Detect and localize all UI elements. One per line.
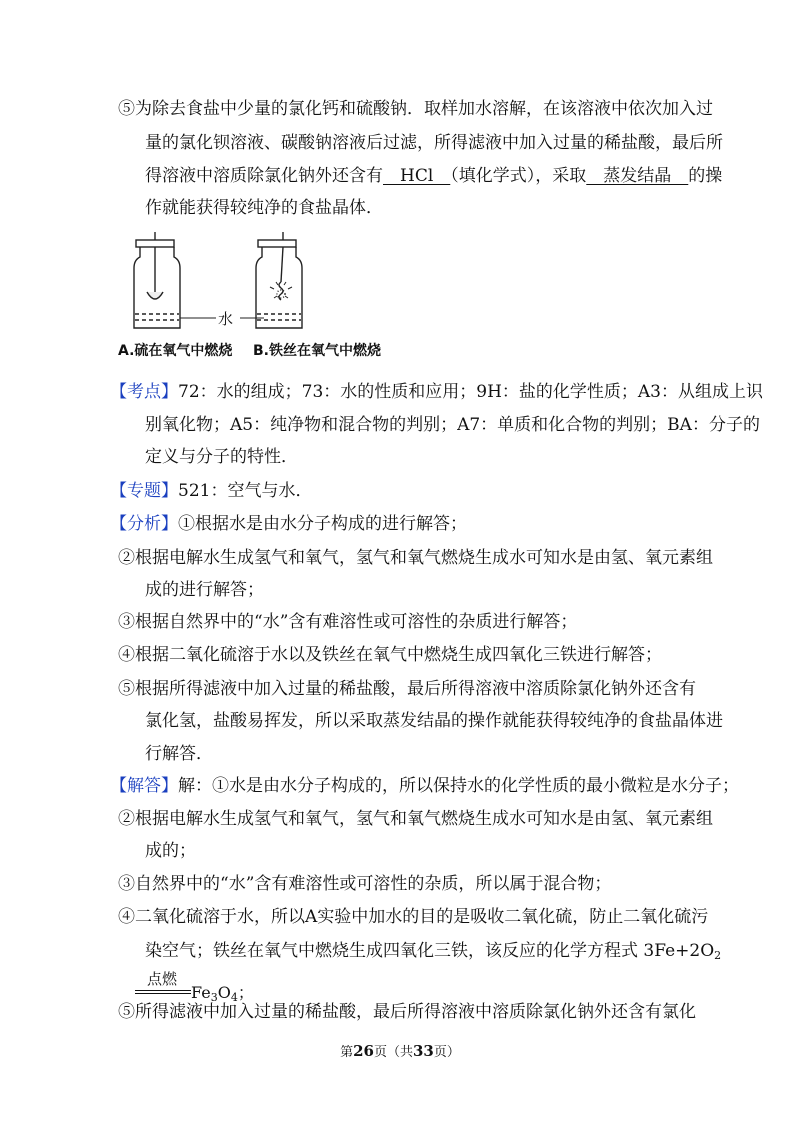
caption-a: A.硫在氧气中燃烧: [118, 343, 233, 359]
fenxi-line8: 行解答．: [145, 744, 213, 764]
text: ；: [237, 983, 254, 1002]
text: Fe: [191, 983, 211, 1002]
page-footer: [0, 1041, 800, 1060]
text: 的操: [688, 166, 723, 186]
jars-diagram: [118, 232, 388, 342]
text: 解：①水是由水分子构成的，所以保持水的化学性质的最小微粒是水分子；: [178, 776, 739, 796]
text: 染空气；铁丝在氧气中燃烧生成四氧化三铁，该反应的化学方程式 3Fe+2O: [145, 941, 715, 961]
subscript: 4: [230, 991, 238, 1004]
text: 页）: [433, 1045, 460, 1060]
jieda-tag: 【解答】: [110, 776, 178, 796]
answer-evaporation: 蒸发结晶: [586, 166, 689, 186]
equals-line-bottom: [135, 993, 191, 994]
question5-line3: [145, 164, 722, 188]
fenxi-line7: 氯化氢，盐酸易挥发，所以采取蒸发结晶的操作就能获得较纯净的食盐晶体进: [145, 711, 723, 731]
text: 得溶液中溶质除氯化钠外还含有: [145, 166, 383, 186]
subscript: 3: [210, 991, 218, 1004]
question5-line4: 作就能获得较纯净的食盐晶体．: [145, 198, 383, 218]
text: 72：水的组成；73：水的性质和应用；9H：盐的化学性质；A3：从组成上识: [178, 382, 763, 402]
text: O: [217, 983, 231, 1002]
jieda-line4: ③自然界中的“水”含有难溶性或可溶性的杂质，所以属于混合物；: [118, 874, 612, 894]
fenxi-line2: ②根据电解水生成氢气和氧气，氢气和氧气燃烧生成水可知水是由氢、氧元素组: [118, 548, 713, 568]
caption-b: B.铁丝在氧气中燃烧: [253, 343, 381, 359]
page-total: 33: [413, 1042, 434, 1060]
question5-line1: ⑤为除去食盐中少量的氯化钙和硫酸钠．取样加水溶解，在该溶液中依次加入过: [118, 99, 713, 119]
zhuanti-line: [110, 479, 312, 503]
text: （填化学式），采取: [450, 166, 587, 186]
equals-line-top: [135, 990, 191, 991]
text: 页（共: [373, 1045, 413, 1060]
jar-b: [256, 232, 302, 328]
kaodian-line2: 别氧化物；A5：纯净物和混合物的判别；A7：单质和化合物的判别；BA：分子的: [145, 415, 760, 435]
text: 521：空气与水．: [178, 481, 313, 501]
jieda-line6: [145, 939, 721, 963]
kaodian-line1: [110, 380, 763, 404]
kaodian-line3: 定义与分子的特性．: [145, 447, 298, 467]
reaction-condition: 点燃: [147, 970, 178, 988]
question5-line2: 量的氯化钡溶液、碳酸钠溶液后过滤，所得滤液中加入过量的稀盐酸，最后所: [145, 133, 723, 153]
subscript: 2: [714, 949, 722, 962]
fenxi-line4: ③根据自然界中的“水”含有难溶性或可溶性的杂质进行解答；: [118, 612, 578, 632]
jieda-line5: ④二氧化硫溶于水，所以A实验中加水的目的是吸收二氧化硫，防止二氧化硫污: [118, 907, 709, 927]
fenxi-line3: 成的进行解答；: [145, 580, 264, 600]
jieda-line2: ②根据电解水生成氢气和氧气，氢气和氧气燃烧生成水可知水是由氢、氧元素组: [118, 809, 713, 829]
fenxi-line5: ④根据二氧化硫溶于水以及铁丝在氧气中燃烧生成四氧化三铁进行解答；: [118, 645, 662, 665]
jieda-line8: ⑤所得滤液中加入过量的稀盐酸，最后所得溶液中溶质除氯化钠外还含有氯化: [118, 1002, 696, 1022]
kaodian-tag: 【考点】: [110, 382, 178, 402]
water-label: 水: [218, 310, 234, 328]
text: ①根据水是由水分子构成的进行解答；: [178, 514, 467, 534]
answer-hcl: HCl: [383, 166, 451, 186]
page-number: 26: [353, 1042, 374, 1060]
jieda-line1: [110, 774, 739, 798]
fenxi-line6: ⑤根据所得滤液中加入过量的稀盐酸，最后所得溶液中溶质除氯化钠外还含有: [118, 679, 696, 699]
zhuanti-tag: 【专题】: [110, 481, 178, 501]
fenxi-tag: 【分析】: [110, 514, 178, 534]
jar-a: [134, 232, 180, 328]
text: 第: [340, 1045, 354, 1060]
fenxi-line1: [110, 512, 467, 536]
jieda-line3: 成的；: [145, 841, 196, 861]
